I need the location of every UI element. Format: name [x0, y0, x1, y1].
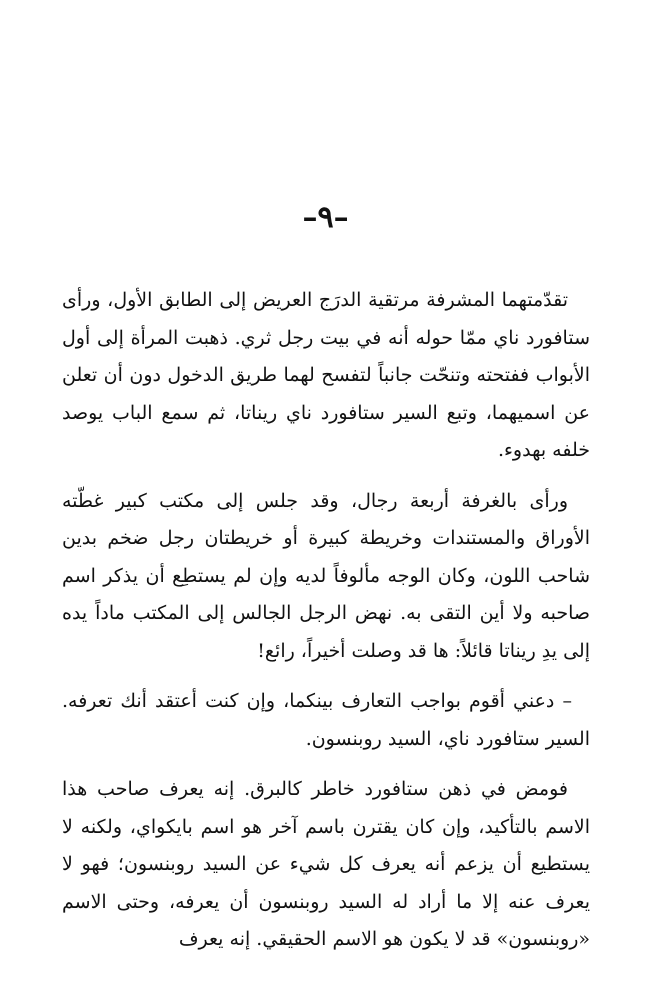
paragraph-2: ورأى بالغرفة أربعة رجال، وقد جلس إلى مكتب كبير غطّته الأوراق والمستندات وخريطة كبيرة أو خريطتان رجل ضخم بدين شاحب اللون، وكان الوجه مألوفاً لديه وإن لم يستطِع أن يذكر اسم صاحبه ولا أين التقى به. نهض الرجل الجالس إلى المكتب ماداً يده إلى يدِ ريناتا قائلاً: ها قد وصلت أخيراً، رائع!: [62, 489, 590, 662]
chapter-number-heading: –٩–: [302, 200, 349, 235]
paragraph-3-dialogue: – دعني أقوم بواجب التعارف بينكما، وإن كنت أعتقد أنك تعرفه. السير ستافورد ناي، السيد روبنسون.: [62, 690, 590, 750]
paragraph-1: تقدّمتهما المشرفة مرتقية الدرَج العريض إلى الطابق الأول، ورأى ستافورد ناي ممّا حوله أنه في بيت رجل ثري. ذهبت المرأة إلى أول الأبواب ففتحته وتنحّت جانباً لتفسح لهما طريق الدخول دون أن تعلن عن اسميهما، وتبع السير ستافورد ناي ريناتا، ثم سمع الباب يوصد خلفه بهدوء.: [62, 289, 590, 461]
body-text: [62, 282, 590, 972]
paragraph-4: فومض في ذهن ستافورد خاطر كالبرق. إنه يعرف صاحب هذا الاسم بالتأكيد، وإن كان يقترن باسم آخر هو اسم بايكواي، ولكنه لا يستطيع أن يزعم أنه يعرف كل شيء عن السيد روبنسون؛ فهو لا يعرف عنه إلا ما أراد له السيد روبنسون أن يعرفه، وحتى الاسم «روبنسون» قد لا يكون هو الاسم الحقيقي. إنه يعرف: [62, 778, 590, 950]
